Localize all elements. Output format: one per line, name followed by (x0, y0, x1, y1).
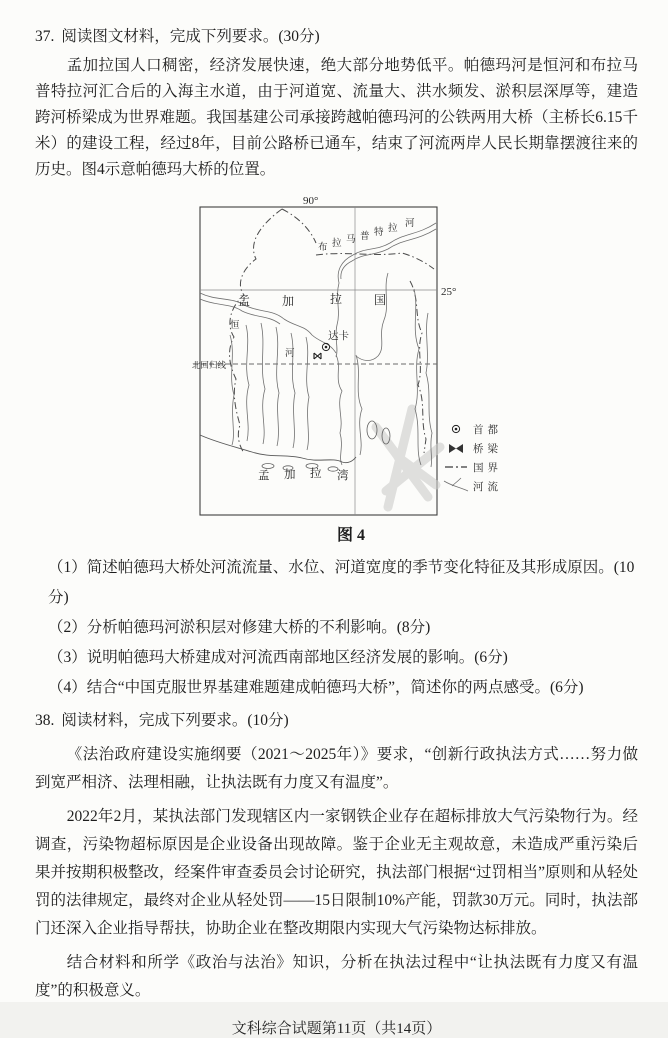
brahmaputra-char: 特 (374, 228, 384, 238)
subquestion-4: （4）结合“中国克服世界基建难题建成帕德玛大桥”，简述你的两点感受。(6分) (48, 679, 584, 696)
bangladesh-country-label (238, 291, 386, 308)
capital-icon (452, 425, 459, 432)
bay-char: 湾 (337, 470, 349, 482)
brahmaputra-char: 拉 (388, 224, 398, 234)
question-37-heading (35, 24, 638, 50)
figure-4-caption: 图 4 (336, 527, 365, 544)
question-38-paragraph-3: 结合材料和所学《政治与法治》知识，分析在执法过程中“让执法既有力度又有温度”的积极意义。 (35, 954, 638, 999)
map-legend (444, 423, 502, 493)
ganges-char: 恒 (230, 321, 240, 331)
rivers (200, 223, 436, 467)
legend-capital-label: 首都 (473, 425, 502, 436)
country-char: 加 (282, 294, 295, 308)
bay-char: 拉 (310, 468, 322, 480)
question-38-number: 38. (35, 712, 55, 729)
question-38-heading (35, 707, 638, 735)
subquestion-2: （2）分析帕德玛河淤积层对修建大桥的不利影响。(8分) (48, 619, 431, 636)
bridge-icon (449, 444, 463, 453)
question-38-paragraph-2: 2022年2月，某执法部门发现辖区内一家钢铁企业存在超标排放大气污染物行为。经调查，污染物超标原因是企业设备出现故障。鉴于企业无主观故意，未造成严重污染后果并按期积极整改，经案件审查委员会讨论研究，执法部门根据“过罚相当”原则和从轻处罚的法律规定，最终对企业从轻处罚——15日限制10%产能，罚款30万元。同时，执法部门还深入企业指导帮扶，协助企业在整改期限内实现大气污染物达标排放。 (35, 808, 638, 937)
latitude-label: 25° (441, 286, 457, 298)
brahmaputra-char: 拉 (332, 239, 342, 249)
dhaka-label: 达卡 (328, 331, 349, 342)
bay-char: 加 (284, 469, 296, 481)
question-38-stem: 阅读材料，完成下列要求。(10分) (61, 712, 289, 729)
dhaka-capital-icon (322, 343, 329, 350)
question-37-stem: 阅读图文材料，完成下列要求。(30分) (61, 28, 320, 45)
country-char: 孟 (238, 294, 251, 308)
page-footer: 文科综合试题第11页（共14页） (231, 1021, 442, 1037)
coastline (200, 421, 390, 471)
question-37-number: 37. (35, 28, 55, 45)
figure-4 (190, 195, 540, 545)
brahmaputra-char: 河 (405, 219, 415, 229)
country-char: 拉 (330, 292, 343, 306)
ganges-char: 河 (285, 349, 295, 359)
question-37-material: 孟加拉国人口稠密，经济发展快速，绝大部分地势低平。帕德玛河是恒河和布拉马普特拉河汇合后的入海主水道，由于河道宽、流量大、洪水频发、淤积层深厚等，建造跨河桥梁成为世界难题。我国基建公司承接跨越帕德玛河的公铁两用大桥（主桥长6.15千米）的建设工程，经过8年，目前公路桥已通车，结束了河流两岸人民长期靠摆渡往来的历史。图4示意帕德玛大桥的位置。 (35, 57, 638, 178)
bay-char: 孟 (258, 470, 270, 482)
bangladesh-map (190, 195, 540, 520)
legend-river-label: 河流 (473, 482, 502, 493)
brahmaputra-river-label (318, 218, 415, 253)
brahmaputra-char: 布 (318, 243, 328, 253)
padma-bridge-icon (314, 353, 321, 359)
brahmaputra-char: 马 (346, 235, 356, 245)
subquestion-3: （3）说明帕德玛大桥建成对河流西南部地区经济发展的影响。(6分) (48, 649, 508, 666)
river-icon (444, 478, 468, 491)
tropic-of-cancer-label: 北回归线 (192, 360, 227, 370)
legend-bridge-label: 桥梁 (473, 444, 502, 455)
subquestion-1: （1）简述帕德玛大桥处河流流量、水位、河道宽度的季节变化特征及其形成原因。(10分) (48, 559, 635, 606)
question-38-paragraph-1: 《法治政府建设实施纲要（2021～2025年）》要求，“创新行政执法方式……努力做到宽严相济、法理相融，让执法既有力度又有温度”。 (35, 746, 638, 791)
country-char: 国 (374, 293, 387, 307)
legend-border-label: 国界 (473, 463, 502, 474)
longitude-label: 90° (303, 195, 319, 207)
brahmaputra-char: 普 (360, 232, 370, 242)
